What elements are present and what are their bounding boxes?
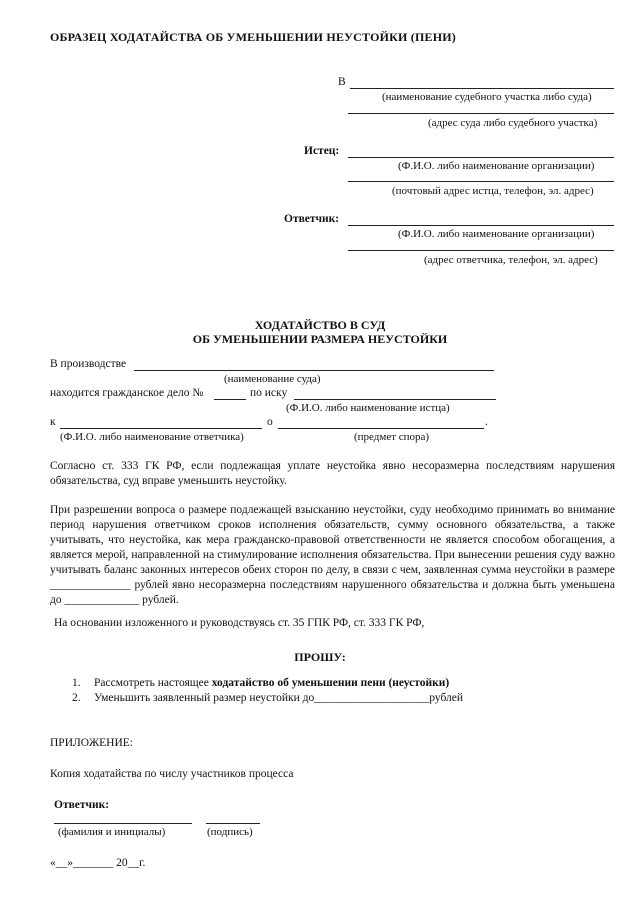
date-line: «__»_______ 20__г. xyxy=(50,857,146,869)
signature-label: Ответчик: xyxy=(54,799,110,811)
main-title-line1: ХОДАТАЙСТВО В СУД xyxy=(254,318,386,332)
defendant-label: Ответчик: xyxy=(284,213,340,225)
appendix-item: Копия ходатайства по числу участников процесса xyxy=(50,768,294,780)
document-sample-title: ОБРАЗЕЦ ХОДАТАЙСТВА ОБ УМЕНЬШЕНИИ НЕУСТОЙКИ (ПЕНИ) xyxy=(50,30,456,44)
request-heading: ПРОШУ: xyxy=(294,650,346,664)
plaintiff-name-caption: (Ф.И.О. либо наименование организации) xyxy=(398,160,595,172)
subject-period: . xyxy=(485,416,488,428)
request-item-2 xyxy=(72,692,463,704)
court-name-caption: (наименование судебного участка либо суда) xyxy=(382,91,592,103)
by-claim-label: по иску xyxy=(250,387,288,399)
case-number-label: находится гражданское дело № xyxy=(50,387,204,399)
sign-caption: (подпись) xyxy=(207,826,253,838)
plaintiff-label: Истец: xyxy=(304,145,340,157)
paragraph-article-333: Согласно ст. 333 ГК РФ, если подлежащая уплате неустойка явно несоразмерна последствиям нарушения обязательства, суд вправе уменьшить неустойку. xyxy=(50,460,615,487)
request-item-text: Уменьшить заявленный размер неустойки до xyxy=(94,692,315,704)
in-proceedings-label: В производстве xyxy=(50,358,127,370)
amount-reduced-blank: _____________ xyxy=(64,594,140,606)
plaintiff-name-line xyxy=(348,157,614,158)
paragraph-considerations xyxy=(50,503,615,608)
defendant-name-caption: (Ф.И.О. либо наименование организации) xyxy=(398,228,595,240)
request-item-bold-text: ходатайство об уменьшении пени (неустойки) xyxy=(211,677,450,689)
request-item-number: 2. xyxy=(72,692,81,704)
defendant-address-caption: (адрес ответчика, телефон, эл. адрес) xyxy=(424,254,598,266)
subject-line xyxy=(278,428,484,429)
name-line xyxy=(54,823,192,824)
name-caption: (фамилия и инициалы) xyxy=(58,826,166,838)
case-number-line xyxy=(214,399,246,400)
o-label: о xyxy=(267,416,273,428)
request-item-1 xyxy=(72,677,449,689)
defendant-line xyxy=(60,428,262,429)
defendant-address-line xyxy=(348,250,614,251)
request-item-text: Рассмотреть настоящее xyxy=(94,677,212,689)
court-address-line xyxy=(348,113,614,114)
request-amount-blank: ____________________ xyxy=(314,692,430,704)
court-line xyxy=(134,370,494,371)
defendant-caption: (Ф.И.О. либо наименование ответчика) xyxy=(60,431,244,443)
to-prefix: В xyxy=(338,76,346,88)
defendant-name-line xyxy=(348,225,614,226)
appendix-heading: ПРИЛОЖЕНИЕ: xyxy=(50,737,133,749)
request-item-number: 1. xyxy=(72,677,81,689)
court-address-caption: (адрес суда либо судебного участка) xyxy=(428,117,598,129)
plaintiff-address-caption: (почтовый адрес истца, телефон, эл. адрес) xyxy=(392,185,594,197)
paragraph2-text-c: рублей. xyxy=(142,594,179,606)
paragraph2-text-a: При разрешении вопроса о размере подлежащей взысканию неустойки, суду необходимо принимать во внимание период нарушения ответчиком сроков исполнения обязательств, сумму основного обязательства, а также учитывать, что неустойка, как мера гражданско-правовой ответственности не является способом обогащения, а является мерой, направленной на стимулирование исполнения обязательства. При вынесении решения суду важно учитывать баланс законных интересов обеих сторон по делу, в связи с чем, заявленная сумма неустойки в размере xyxy=(50,504,615,576)
request-item-text-end: рублей xyxy=(429,692,464,704)
signature-line xyxy=(206,823,260,824)
plaintiff-line xyxy=(294,399,496,400)
court-name-line xyxy=(350,88,614,89)
paragraph-grounds: На основании изложенного и руководствуясь ст. 35 ГПК РФ, ст. 333 ГК РФ, xyxy=(54,617,425,629)
paragraph2-text-b: рублей явно несоразмерна последствиям нарушенного обязательства и должна быть уменьшена до xyxy=(50,579,616,606)
plaintiff-address-line xyxy=(348,181,614,182)
plaintiff-caption: (Ф.И.О. либо наименование истца) xyxy=(286,402,450,414)
court-caption: (наименование суда) xyxy=(224,373,321,385)
main-title-line2: ОБ УМЕНЬШЕНИИ РАЗМЕРА НЕУСТОЙКИ xyxy=(192,332,448,346)
subject-caption: (предмет спора) xyxy=(354,431,430,443)
k-label: к xyxy=(50,416,56,428)
amount-claimed-blank: ______________ xyxy=(50,579,131,591)
